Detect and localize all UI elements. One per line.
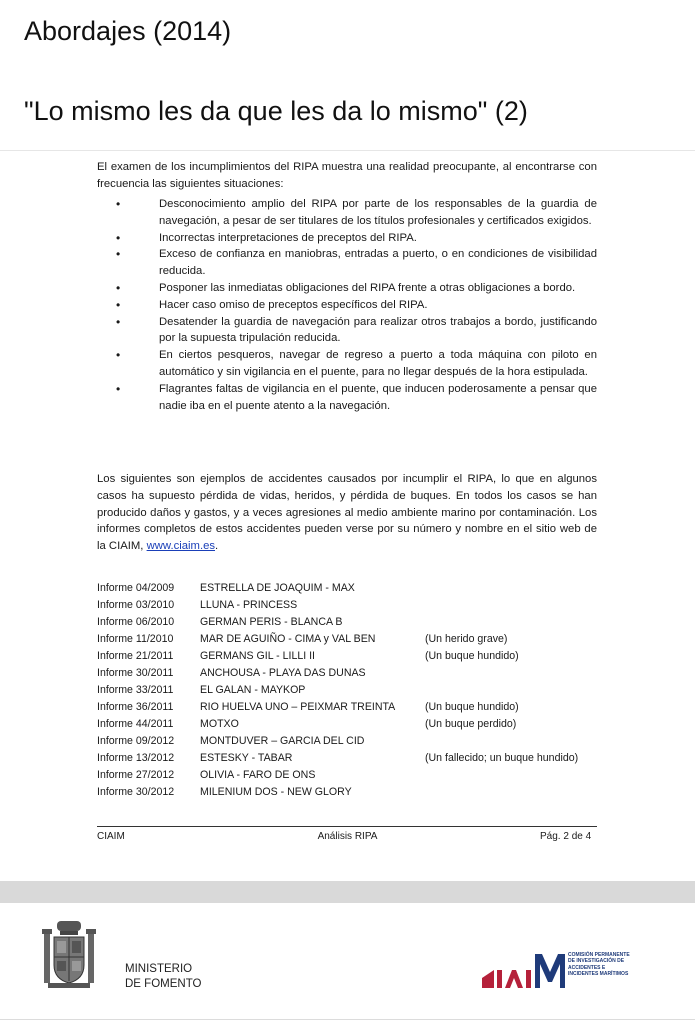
header [0,0,695,150]
examples-paragraph [97,471,597,555]
report-id: Informe 06/2010 [97,616,175,628]
link-suffix: . [215,540,219,553]
report-id: Informe 04/2009 [97,582,175,594]
page-subtitle: "Lo mismo les da que les da lo mismo" (2) [24,96,528,126]
report-note: (Un buque perdido) [425,718,517,730]
bullet-text: En ciertos pesqueros, navegar de regreso a puerto a toda máquina con piloto en automático y sin vigilancia en el puente, para no llegar después de la hora estipulada. [159,349,597,378]
intro-paragraph: El examen de los incumplimientos del RIPA muestra una realidad preocupante, al encontrarse con frecuencia las siguientes situaciones: [97,161,597,190]
bullet-dot: • [116,348,121,363]
report-id: Informe 21/2011 [97,650,174,662]
report-id: Informe 11/2010 [97,633,174,645]
ciaim-logo-mark [480,948,570,998]
page-title: Abordajes (2014) [24,16,232,46]
report-row [97,733,607,750]
report-vessels: OLIVIA - FARO DE ONS [200,769,316,781]
report-note: (Un fallecido; un buque hundido) [425,752,579,764]
bullet-item [97,230,597,247]
report-vessels: MOTXO [200,718,239,730]
report-vessels: ESTESKY - TABAR [200,752,293,764]
bullet-dot: • [116,197,121,211]
report-row [97,716,607,733]
bullet-item [97,297,597,314]
bullet-text: Flagrantes faltas de vigilancia en el puente, que inducen poderosamente a pensar que nadie iba en el puente atento a la navegación. [159,382,597,412]
report-note: (Un buque hundido) [425,650,519,662]
report-row [97,699,607,716]
examples-text: Los siguientes son ejemplos de accidentes causados por incumplir el RIPA, lo que en algunos casos ha supuesto pérdida de vidas, heridos, y pérdida de buques. En todos los casos se han producido daños y gastos, y a veces agresiones al medio ambiente marino por contaminación. Los informes completos de estos accidentes pueden verse por su número y nombre en el sitio web de la CIAIM, [97,473,597,553]
bullet-item [97,246,597,280]
report-row [97,648,607,665]
footer-center: Análisis RIPA [317,831,378,842]
report-vessels: MAR DE AGUIÑO - CIMA y VAL BEN [200,633,376,645]
ciaim-website-link[interactable]: www.ciaim.es [146,540,216,553]
report-vessels: GERMAN PERIS - BLANCA B [200,616,343,628]
bullet-text: Incorrectas interpretaciones de preceptos del RIPA. [159,231,417,244]
coat-of-arms-icon [40,919,100,993]
report-id: Informe 36/2011 [97,701,174,713]
ministry-name [125,962,201,992]
bullet-item [97,347,597,381]
report-row [97,665,607,682]
bullet-item [97,196,597,230]
bullet-dot: • [116,280,121,295]
reports-list [97,580,607,801]
report-id: Informe 03/2010 [97,599,175,611]
bullet-text: Desconocimiento amplio del RIPA por parte de los responsables de la guardia de navegación, a pesar de ser titulares de los títulos profesionales y certificados exigidos. [159,198,597,227]
ministry-line-1: MINISTERIO [125,963,193,975]
footer-divider [97,826,597,827]
bullet-dot: • [116,247,121,262]
ciaim-description: COMISIÓN PERMANENTE DE INVESTIGACIÓN DE ACCIDENTES E INCIDENTES MARÍTIMOS [568,952,630,977]
logos-footer [0,903,695,1024]
report-id: Informe 09/2012 [97,735,175,747]
bullet-list [97,196,597,414]
report-row [97,682,607,699]
page-separator [0,881,695,903]
footer-page-number: Pág. 2 de 4 [540,831,592,842]
bullet-item [97,381,597,415]
report-row [97,767,607,784]
bullet-dot: • [116,297,121,312]
bullet-text: Posponer las inmediatas obligaciones del RIPA frente a otras obligaciones a bordo. [159,281,576,294]
report-vessels: ANCHOUSA - PLAYA DAS DUNAS [200,667,366,679]
report-id: Informe 30/2012 [97,786,175,798]
bullet-text: Exceso de confianza en maniobras, entradas a puerto, o en condiciones de visibilidad reducida. [159,248,597,278]
report-row [97,750,607,767]
footer-left: CIAIM [97,831,125,842]
report-vessels: GERMANS GIL - LILLI II [200,650,315,662]
ministry-line-2: DE FOMENTO [125,978,202,990]
ciaim-logo [480,948,640,998]
bullet-text: Desatender la guardia de navegación para realizar otros trabajos a bordo, justificando por la supuesta tripulación reducida. [159,315,597,345]
bottom-divider [0,1019,695,1020]
report-vessels: LLUNA - PRINCESS [200,599,298,611]
report-vessels: RIO HUELVA UNO – PEIXMAR TREINTA [200,701,396,713]
report-vessels: EL GALAN - MAYKOP [200,684,306,696]
document-page [0,151,695,881]
bullet-dot: • [116,230,121,245]
report-id: Informe 44/2011 [97,718,174,730]
report-note: (Un buque hundido) [425,701,519,713]
bullet-item [97,314,597,348]
report-row [97,614,607,631]
report-id: Informe 13/2012 [97,752,175,764]
bullet-text: Hacer caso omiso de preceptos específicos del RIPA. [159,298,428,311]
report-vessels: MILENIUM DOS - NEW GLORY [200,786,352,798]
report-id: Informe 27/2012 [97,769,175,781]
report-id: Informe 33/2011 [97,684,174,696]
report-vessels: MONTDUVER – GARCIA DEL CID [200,735,365,747]
report-row [97,580,607,597]
report-note: (Un herido grave) [425,633,508,645]
bullet-dot: • [116,381,121,396]
bullet-dot: • [116,314,121,329]
report-vessels: ESTRELLA DE JOAQUIM - MAX [200,582,355,594]
report-row [97,597,607,614]
report-id: Informe 30/2011 [97,667,174,679]
report-row [97,631,607,648]
report-row [97,784,607,801]
bullet-item [97,280,597,297]
